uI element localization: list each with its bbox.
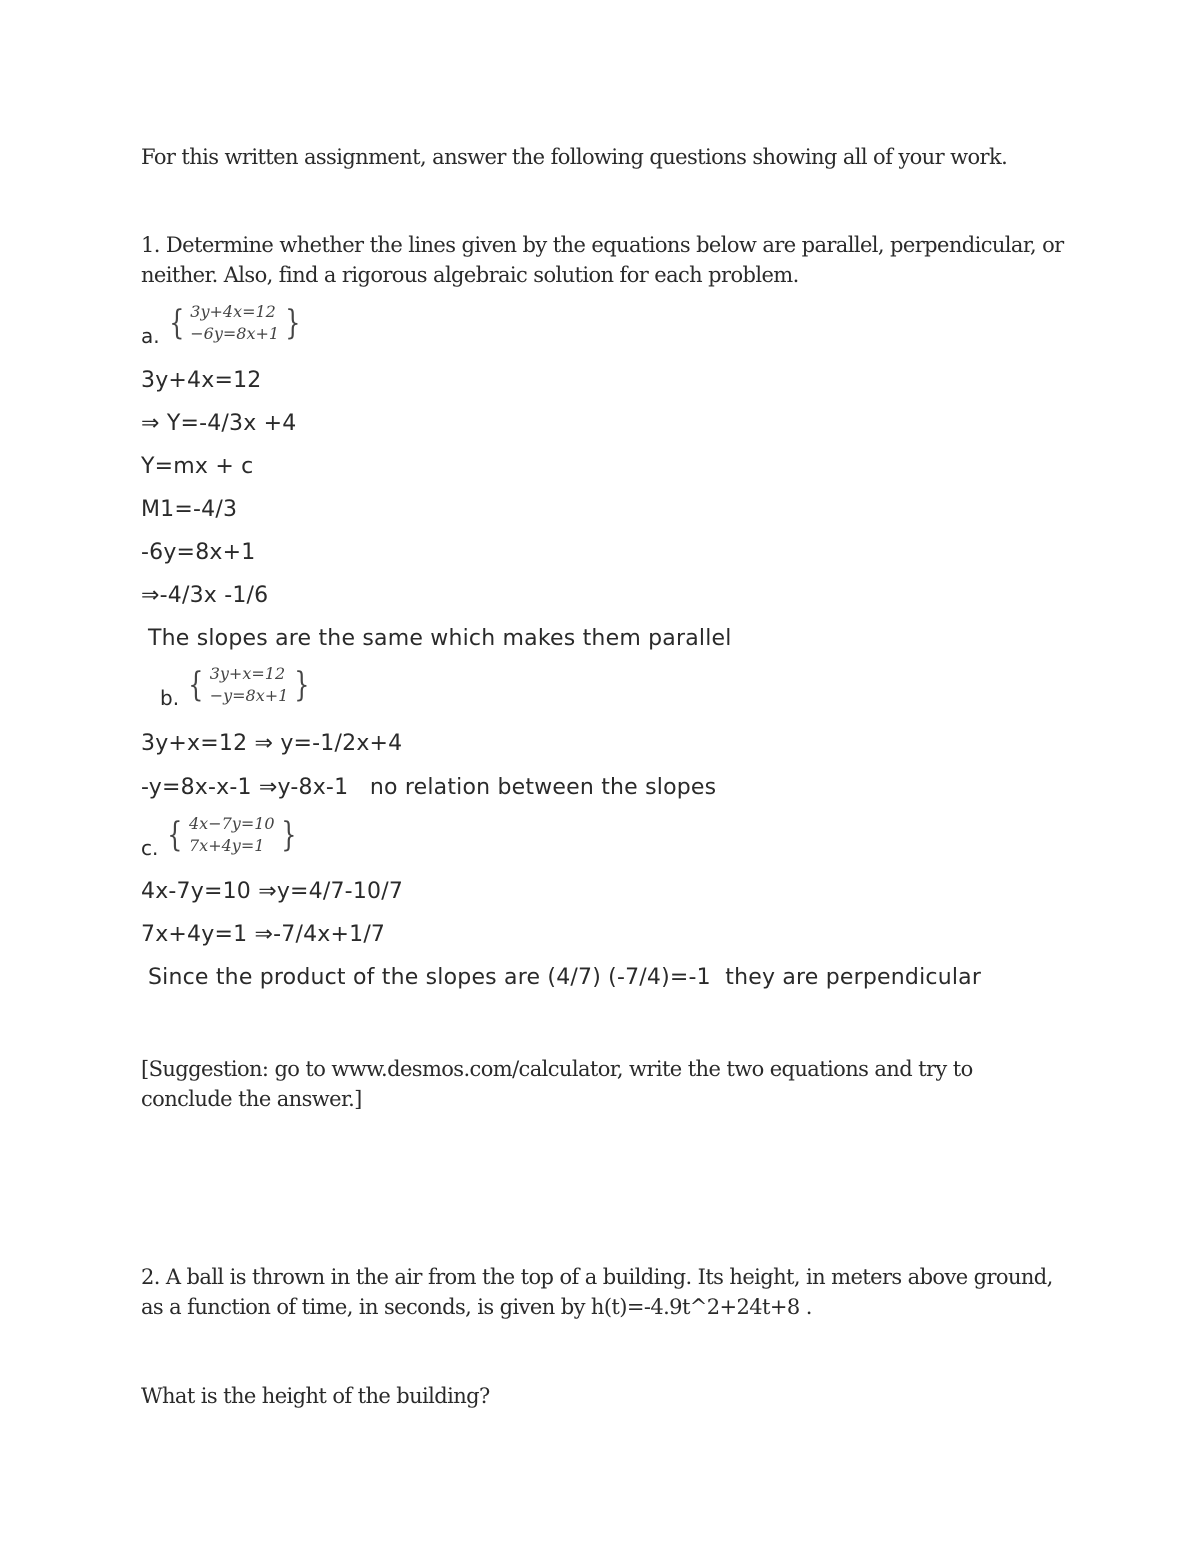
work-b-line-2: -y=8x-x-1 ⇒y-8x-1 no relation between the slopes [141, 775, 717, 800]
right-brace-icon: } [285, 303, 301, 343]
left-brace-icon: { [168, 303, 185, 343]
left-brace-icon: { [188, 665, 204, 705]
work-c-line-2: 7x+4y=1 ⇒-7/4x+1/7 [141, 922, 386, 947]
system-a-equation-1: 3y+4x=12 [190, 302, 276, 321]
system-c-equation-2: 7x+4y=1 [189, 836, 265, 855]
work-a-line-3: Y=mx + c [141, 454, 254, 479]
work-b-line-1: 3y+x=12 ⇒ y=-1/2x+4 [141, 731, 403, 756]
work-c-line-1: 4x-7y=10 ⇒y=4/7-10/7 [141, 879, 404, 904]
question-1-prompt-line-1: 1. Determine whether the lines given by the equations below are parallel, perpendicular, or [141, 233, 1064, 257]
right-brace-icon: } [294, 665, 310, 705]
system-c-label: c. [141, 836, 159, 860]
work-a-line-2: ⇒ Y=-4/3x +4 [141, 411, 297, 436]
system-b-equation-1: 3y+x=12 [209, 664, 286, 683]
conclusion-a: The slopes are the same which makes them parallel [148, 626, 732, 651]
right-brace-icon: } [280, 815, 296, 855]
system-b-equation-2: −y=8x+1 [209, 686, 289, 705]
work-a-line-4: M1=-4/3 [141, 497, 238, 522]
question-1-prompt-line-2: neither. Also, find a rigorous algebraic solution for each problem. [141, 263, 799, 287]
conclusion-c: Since the product of the slopes are (4/7) (-7/4)=-1 they are perpendicular [148, 965, 982, 990]
suggestion-text: [Suggestion: go to www.desmos.com/calculator, write the two equations and try to conclude the answer.] [141, 1057, 973, 1111]
system-b [160, 662, 313, 708]
work-a-line-6: ⇒-4/3x -1/6 [141, 583, 269, 608]
work-a-line-5: -6y=8x+1 [141, 540, 256, 565]
question-2-prompt: 2. A ball is thrown in the air from the top of a building. Its height, in meters above ground, as a function of time, in seconds, is given by h(t)=-4.9t^2+24t+8 . [141, 1265, 1053, 1319]
question-2-question: What is the height of the building? [141, 1384, 490, 1408]
system-c [141, 812, 299, 858]
system-a-label: a. [141, 324, 160, 348]
left-brace-icon: { [167, 815, 183, 855]
intro-text: For this written assignment, answer the following questions showing all of your work. [141, 145, 1008, 169]
system-b-label: b. [160, 686, 180, 710]
system-a-equation-2: −6y=8x+1 [190, 324, 280, 343]
system-c-equation-1: 4x−7y=10 [189, 814, 275, 833]
work-a-line-1: 3y+4x=12 [141, 368, 262, 393]
system-a [141, 300, 304, 346]
